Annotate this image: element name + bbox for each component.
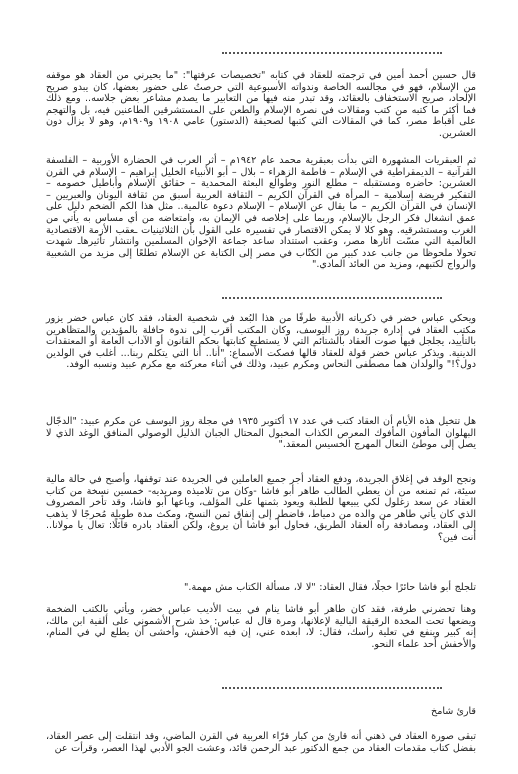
paragraph-3 [46, 313, 476, 371]
paragraph-1-text: قال حسين أحمد أمين في ترجمته للعقاد في كتابه "تخصيصات عرفتها": "ما يحيرني من العقاد هو موقفه من الإسلام، فهو في مجالسه الخاصة وندواته الأسبوعية التي حرصتُ على حضور بعضها، كان يبدو صريح الإلحاد، صريح الاستخفاف بالعقائد، وقد تبدر منه فيها من التعابير ما يصدم مشاعر بعض جلاسه.. ومع ذلك فما أكثر ما كتبه من كتب ومقالات في نصرة الإسلام والطعن على المستشرقين الطاعنين فيه، بل والتهجم على أقباط مصر، كما في المقالات التي كتبها لصحيفة (الدستور) عامي ١٩٠٨ و١٩٠٩م، وهو لا يزال دون العشرين. [46, 70, 477, 139]
dotted-separator [222, 52, 442, 54]
dotted-separator [222, 297, 442, 299]
paragraph-4-text: هل تتخيل هذه الأيام أن العقاد كتب في عدد ١٧ أكتوبر ١٩٣٥ في مجلة روز اليوسف عن مكرم عبيد: "الدجّال البهلوان المأفون المأفوك المعرص الكذاب المخبول المحتال الجبان الذليل الوصولي المنافق الوغد الذي لا يصل إلى موطئ النعال المهرج الخسيس المعقد." [46, 416, 476, 451]
dotted-separator [222, 687, 442, 689]
paragraph-2 [46, 155, 476, 271]
paragraph-7 [46, 604, 476, 650]
paragraph-7-text: وهنا تحضرني طرفة، فقد كان طاهر أبو فاشا ينام في بيت الأديب عباس خضر، ويأتي بالكتب الضخمة ويضعها تحت المخدة الرقيقة البالية لإعلانها، ومرة قال له عباس: خذ شرح الأشموني على ألفية ابن مالك، إنه كبير وينفع في تعلية رأسك، فقال: لا، ابعده عني، إن فيه الأخفش، وأخشى أن يطلع لي في المنام، والأخفش أحد علماء النحو. [46, 604, 476, 650]
paragraph-8-text: تبقى صورة العقاد في ذهني أنه قارئ من كبار قرّاء العربية في القرن الماضي، وقد انتقلت إلى عصر العقاد، بفضل كتاب مقدمات العقاد من جمع الدكتور عبد الرحمن قائد، وعشت الجو الأدبي لهذا العصر، وقرأت عن [46, 731, 476, 754]
paragraph-5-text: ونجح الوفد في إغلاق الجريدة، ودفع العقاد أجر جميع العاملين في الجريدة عند توقفها، وأصبح في حالة مالية سيئة، ثم تمنعه من أن يعطي الطالب طاهر أبو فاشا -وكان من تلاميذه ومريديه- خمسين نسخة من كتاب العقاد عن سعد زغلول لكي يبيعها للطلبة ويعود بثمنها على المؤلف، وباعها أبو فاشا، وقد تأخر المصروف الذي كان يأتي طاهر من والده من دمياط، فاضطر إلى إنفاق ثمن النسخ، ومكث مدة طويلة مُحرجًا لا يذهب إلى العقاد، ومصادفة رآه العقاد الطريق، فحاول أبو فاشا أن يروغ، ولكن العقاد بادره قائلًا: تعال يا مولانا.. أنت فين؟ [46, 474, 476, 543]
section-signature: قارئ شامخ [431, 706, 476, 717]
paragraph-4 [46, 416, 476, 451]
paragraph-3-text: ويحكي عباس خضر في ذكرياته الأدبية طرفًا من هذا البُعد في شخصية العقاد، فقد كان عباس خضر يزور مكتب العقاد في إدارة جريدة روز اليوسف، وكان المكتب أقرب إلى ندوة حافلة بالمؤيدين والمتظاهرين بالتأييد، يجلجل فيها صوت العقاد بالشتائم التي لا يستطيع كتابتها بحكم القانون أو الآداب العامة أو المعتقدات الدينية. ويذكر عباس خضر قولة للعقاد قالها فصكت الأسماع: "أنا.. أنا التي يتكلم ربنا... أغلب في الولدين دول؟!" والولدان هما مصطفى النحاس ومكرم عبيد، وذلك في أثناء معركته مع مكرم عبيد ونسبه الوفد. [46, 313, 476, 371]
paragraph-8 [46, 731, 476, 754]
paragraph-1 [46, 70, 476, 140]
paragraph-5 [46, 474, 476, 544]
paragraph-6 [46, 582, 476, 594]
paragraph-6-text: تلجلج أبو فاشا حائرًا خجلًا، فقال العقاد: "لا لا، مسألة الكتاب مش مهمة." [184, 582, 476, 593]
paragraph-2-text: ثم العبقريات المشهورة التي بدأت بعبقرية محمد عام ١٩٤٢م – أثر العرب في الحضارة الأوربية – الفلسفة القرآنية – الديمقراطية في الإسلام – فاطمة الزهراء – بلال – أبو الأنبياء الخليل إبراهيم – الإسلام في القرن العشرين: حاضره ومستقبله – مطلع النور وطوالع البعثة المحمدية – حقائق الإسلام وأباطيل خصومه – التفكير فريضة إسلامية – المرأة في القرآن الكريم – الثقافة العربية أسبق من ثقافة اليونان والعبريين – الإنسان في القرآن الكريم – ما يقال عن الإسلام – الإسلام دعوة عالمية.. مثل هذا الكم الضخم دليل على عمق انشغال فكر الرجل بالإسلام، وربما على إخلاصه في الإيمان به، وامتعاضه من أي مساس به يأتي من الغرب ومستشرقيه. وهو كلا لا يمكن الاقتصار في تفسيره على القول بأن الثلاثينيات ـعقب الأزمة الاقتصادية العالمية التي مسّت آثارها مصر، وعقب استتداد ساعد جماعة الإخوان المسلمين وانتشار تأثيرهاـ شهدت تحولا ملحوظا من جانب عدد كبير من الكتّاب في مصر إلى الكتابة عن الإسلام تطلعًا إلى مزيد من الشعبية والرواج لكتبهم، ومزيد من العائد المادي." [46, 155, 477, 271]
